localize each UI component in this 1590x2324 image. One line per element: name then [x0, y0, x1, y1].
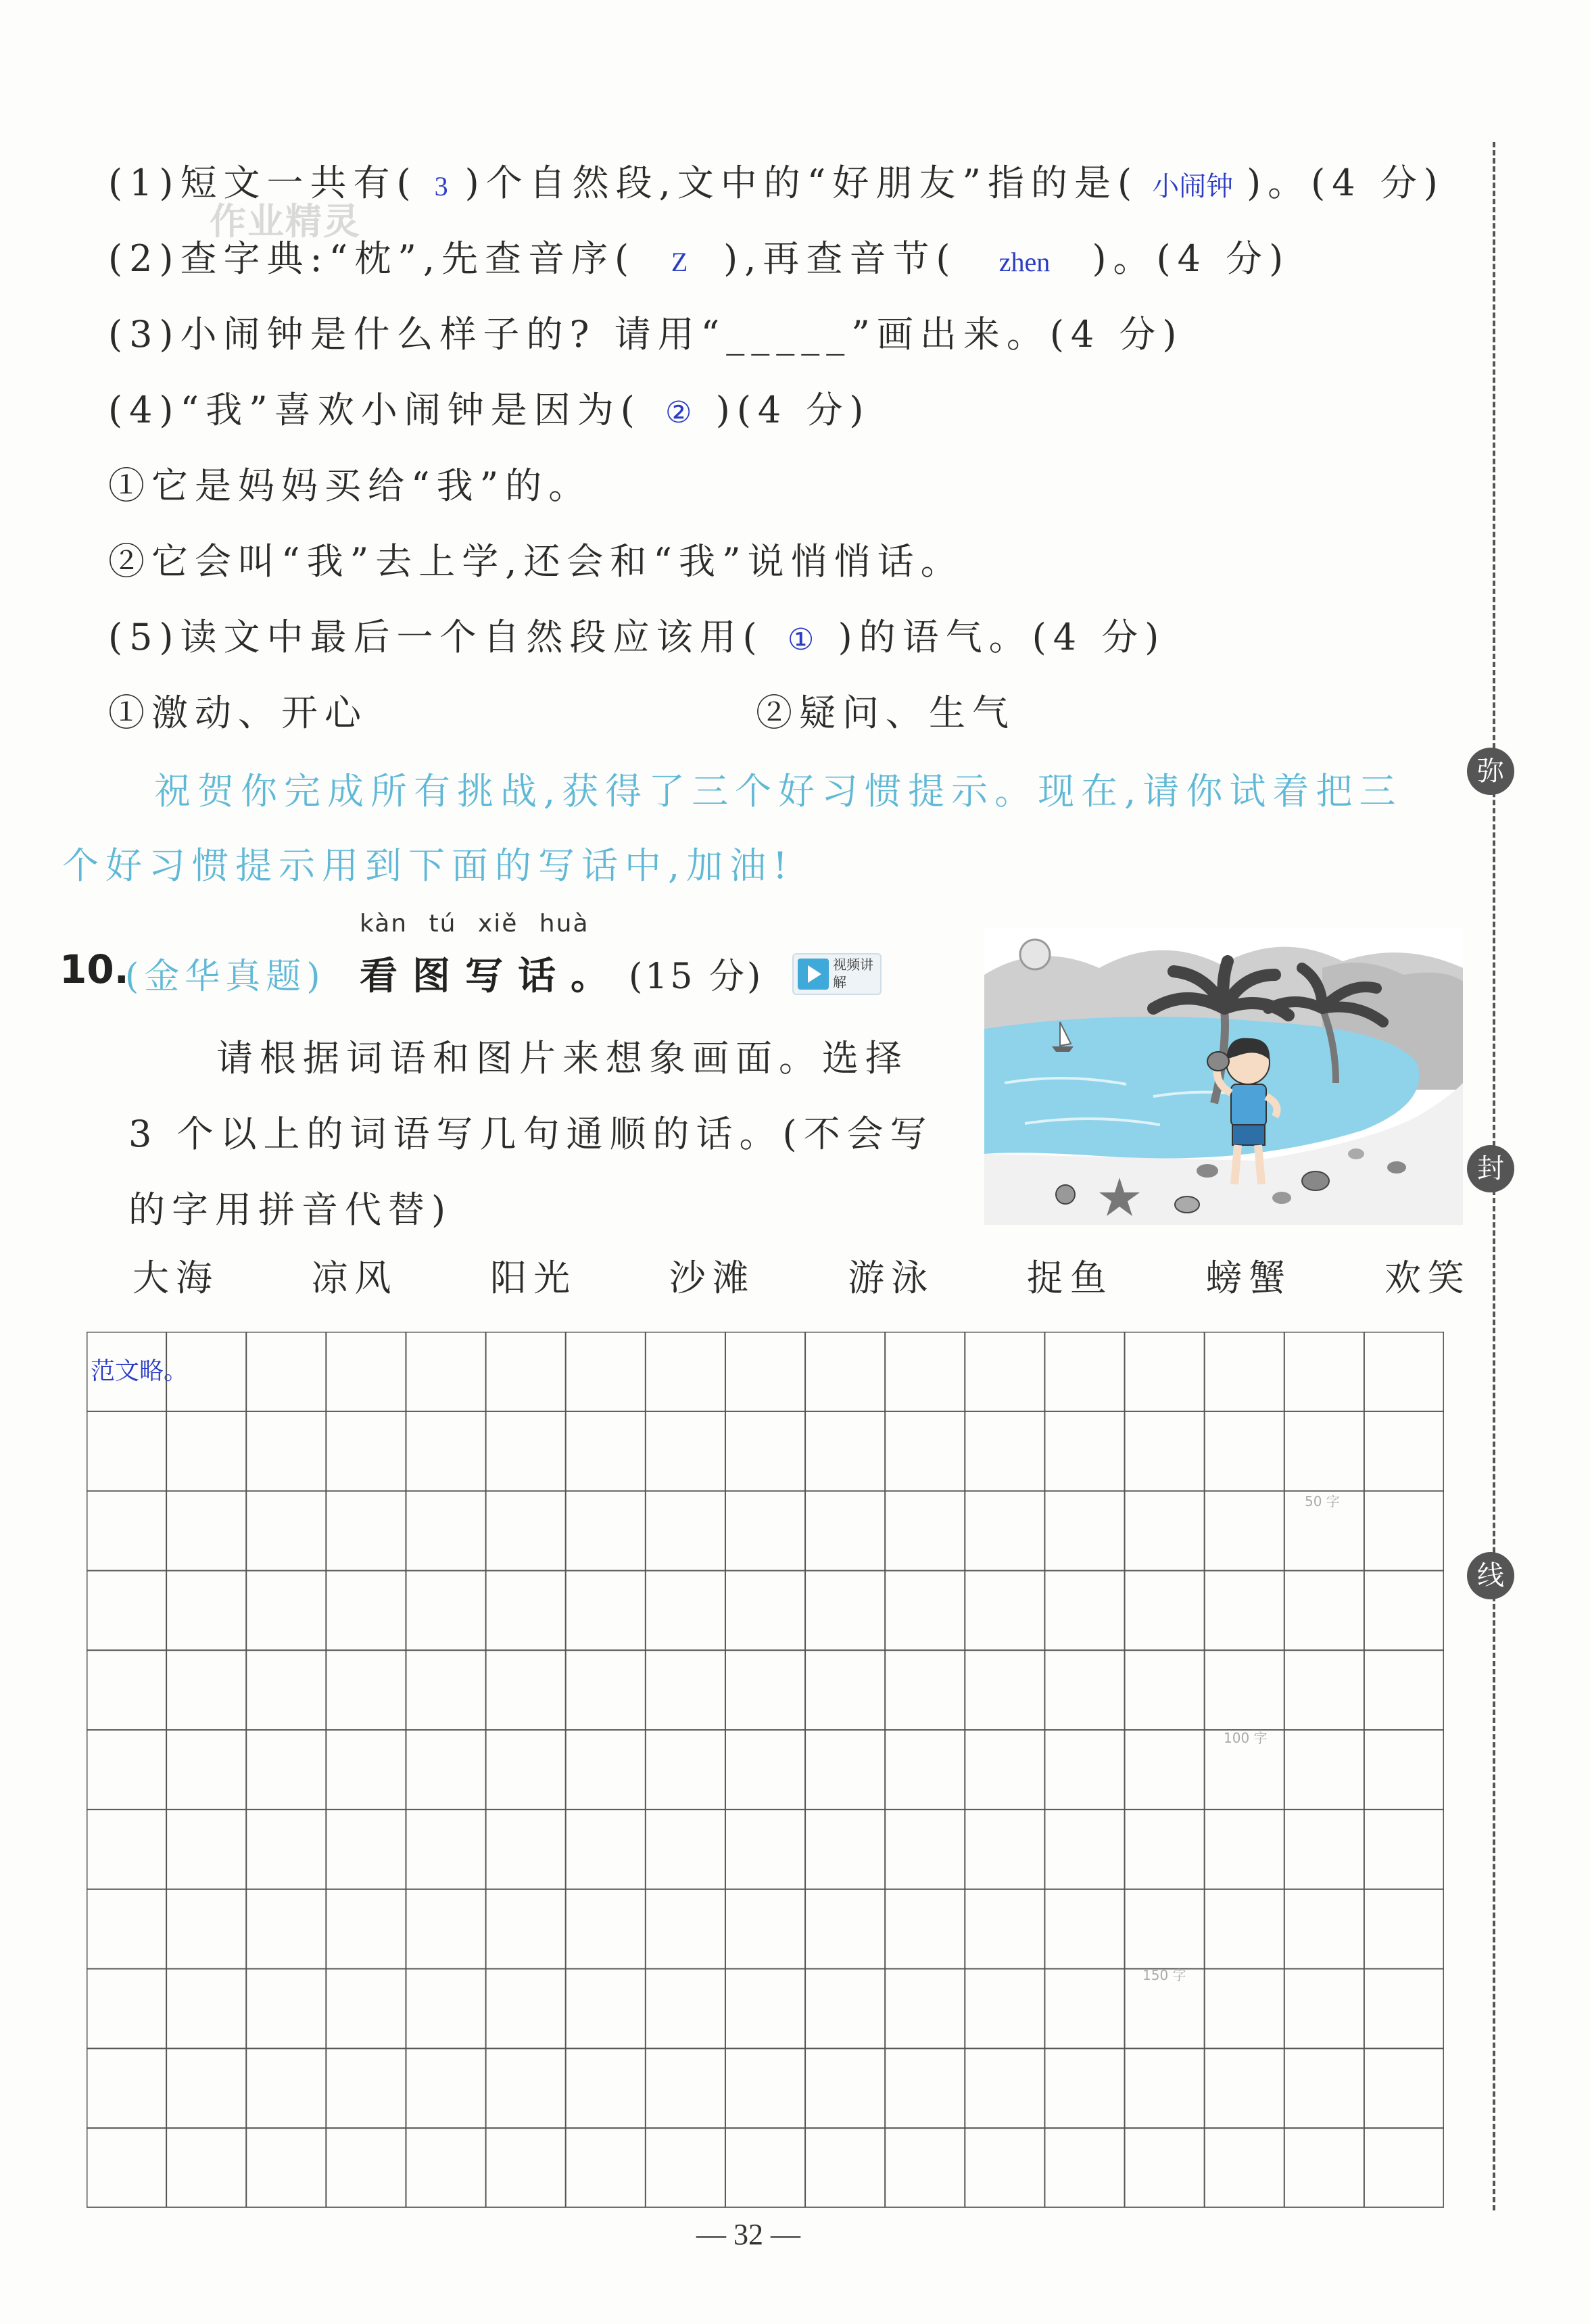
- tip-line-1: 祝贺你完成所有挑战,获得了三个好习惯提示。现在,请你试着把三: [154, 770, 1403, 813]
- word-7: 螃蟹: [1205, 1257, 1293, 1299]
- question-1-prefix: (1)短文一共有(: [108, 162, 418, 204]
- binder-mark-1: 弥: [1467, 748, 1514, 795]
- answer-1b: 小闹钟: [1152, 171, 1234, 201]
- grid-answer: 范文略。: [91, 1357, 189, 1385]
- word-6: 捉鱼: [1026, 1257, 1113, 1299]
- count-150: 150 字: [1142, 1967, 1186, 1983]
- question-4-prefix: (4)“我”喜欢小闹钟是因为(: [108, 389, 642, 431]
- question-4-suffix: )(4 分): [715, 389, 871, 431]
- video-explanation-button[interactable]: [792, 953, 882, 995]
- question-1-suffix: )。(4 分): [1247, 162, 1445, 204]
- question-10-number: 10.: [59, 946, 129, 992]
- count-100: 100 字: [1224, 1730, 1268, 1746]
- answer-5: ①: [787, 623, 815, 656]
- instruction-line-3: 的字用拼音代替): [128, 1188, 453, 1231]
- beach-illustration: [984, 927, 1463, 1225]
- question-2-suffix: )。(4 分): [1092, 237, 1291, 280]
- word-2: 凉风: [311, 1257, 398, 1299]
- count-50: 50 字: [1305, 1493, 1340, 1509]
- instruction-line-1: 请根据词语和图片来想象画面。选择: [216, 1037, 909, 1080]
- instruction: [128, 1021, 967, 1248]
- watermark: 作业精灵: [210, 200, 361, 243]
- option-4-2: ②它会叫“我”去上学,还会和“我”说悄悄话。: [108, 540, 964, 583]
- video-label: 视频讲解: [833, 957, 873, 990]
- binder-mark-2: 封: [1467, 1145, 1514, 1192]
- instruction-line-2: 3 个以上的词语写几句通顺的话。(不会写: [128, 1113, 934, 1155]
- answer-1a: 3: [434, 171, 448, 201]
- tip-line-2: 个好习惯提示用到下面的写话中,加油!: [62, 844, 794, 887]
- question-10-source: (金华真题): [125, 957, 326, 997]
- answer-2b: zhen: [998, 247, 1051, 277]
- word-bank: [132, 1249, 1471, 1301]
- question-2-prefix: (2)查字典:“枕”,先查音序(: [108, 237, 636, 280]
- word-1: 大海: [132, 1257, 219, 1299]
- option-4-1: ①它是妈妈买给“我”的。: [108, 464, 592, 507]
- word-3: 阳光: [490, 1257, 577, 1299]
- question-2-middle: ),再查音节(: [723, 237, 957, 280]
- question-2: [108, 230, 1290, 282]
- question-5-suffix: )的语气。(4 分): [838, 616, 1166, 658]
- word-4: 沙滩: [669, 1257, 756, 1299]
- title-pinyin: kàn tú xiě huà: [360, 910, 589, 938]
- question-3: (3)小闹钟是什么样子的? 请用“_____”画出来。(4 分): [108, 313, 1184, 356]
- word-5: 游泳: [848, 1257, 935, 1299]
- word-8: 欢笑: [1384, 1257, 1471, 1299]
- page-number: — 32 —: [696, 2218, 800, 2251]
- writing-grid[interactable]: [87, 1332, 1444, 2208]
- answer-4: ②: [665, 396, 692, 429]
- option-5-1: ①激动、开心: [108, 692, 368, 734]
- binder-mark-3: 线: [1467, 1552, 1514, 1599]
- question-10-title: 看图写话。: [360, 954, 623, 998]
- question-5-prefix: (5)读文中最后一个自然段应该用(: [108, 616, 764, 658]
- answer-2a: Z: [671, 247, 688, 277]
- option-5-2: ②疑问、生气: [756, 692, 1015, 734]
- play-icon: [798, 959, 829, 990]
- question-4: [108, 381, 871, 433]
- question-10-score: (15 分): [629, 957, 764, 997]
- question-5: [108, 608, 1165, 660]
- question-1-middle: )个自然段,文中的“好朋友”指的是(: [464, 162, 1139, 204]
